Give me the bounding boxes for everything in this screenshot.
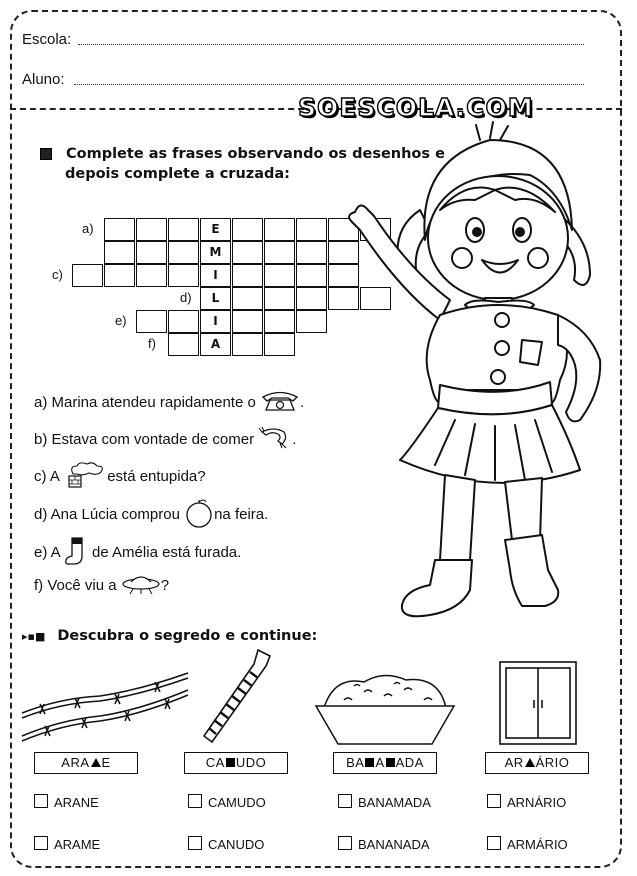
crossword-cell[interactable]	[104, 218, 135, 241]
crossword-cell[interactable]	[232, 310, 263, 333]
sentence-c: c) A está entupida?	[34, 462, 206, 492]
shrimp-icon	[258, 426, 292, 454]
crossword-cell[interactable]	[232, 264, 263, 287]
bullet-square-icon	[40, 148, 52, 160]
crossword-cell[interactable]	[104, 241, 135, 264]
arrow-bullet-icon: ▸▪■	[22, 630, 46, 643]
sentence-e: e) A de Amélia está furada.	[34, 536, 241, 570]
option-arane[interactable]: ARANE	[34, 794, 99, 810]
student-line	[74, 84, 584, 85]
code-box-arame: ARA E	[34, 752, 138, 774]
option-arame[interactable]: ARAME	[34, 836, 100, 852]
code-box-armario: AR ÁRIO	[485, 752, 589, 774]
straw-icon	[200, 648, 280, 746]
girl-illustration	[290, 120, 625, 650]
chimney-icon	[63, 462, 107, 492]
instruction-1-cont: depois complete a cruzada:	[65, 166, 290, 182]
code-box-canudo: CA UDO	[184, 752, 288, 774]
crossword-cell[interactable]	[232, 287, 263, 310]
crossword-cell[interactable]	[136, 241, 167, 264]
student-label: Aluno:	[22, 71, 65, 88]
school-label: Escola:	[22, 31, 72, 48]
square-symbol-icon	[365, 758, 374, 767]
crossword-key-cell: E	[200, 218, 231, 241]
crossword-cell[interactable]	[136, 218, 167, 241]
checkbox[interactable]	[34, 836, 48, 850]
crossword-row-label: f)	[148, 336, 156, 351]
crossword-cell[interactable]	[136, 264, 167, 287]
site-logo: SOESCOLA.COM	[298, 93, 534, 122]
option-camudo[interactable]: CAMUDO	[188, 794, 266, 810]
option-canudo[interactable]: CANUDO	[188, 836, 264, 852]
crossword-cell[interactable]	[104, 264, 135, 287]
crossword-row-label: c)	[52, 267, 63, 282]
school-field[interactable]	[22, 31, 71, 48]
instruction-1: Complete as frases observando os desenhos e	[40, 146, 445, 162]
option-banamada[interactable]: BANAMADA	[338, 794, 431, 810]
checkbox[interactable]	[338, 794, 352, 808]
crossword-key-cell: I	[200, 264, 231, 287]
crossword-key-cell: M	[200, 241, 231, 264]
checkbox[interactable]	[487, 794, 501, 808]
flying-saucer-icon	[121, 572, 161, 600]
triangle-symbol-icon	[525, 758, 535, 767]
crossword-cell[interactable]	[232, 218, 263, 241]
crossword-cell[interactable]	[72, 264, 103, 287]
instruction-2: ▸▪■ Descubra o segredo e continue:	[22, 628, 318, 644]
checkbox[interactable]	[188, 794, 202, 808]
checkbox[interactable]	[487, 836, 501, 850]
code-box-bananada: BA A ADA	[333, 752, 437, 774]
sock-icon	[64, 536, 92, 570]
crossword-row-label: a)	[82, 221, 94, 236]
checkbox[interactable]	[34, 794, 48, 808]
crossword-cell[interactable]	[168, 264, 199, 287]
crossword-cell[interactable]	[136, 310, 167, 333]
crossword-cell[interactable]	[232, 241, 263, 264]
checkbox[interactable]	[338, 836, 352, 850]
barbed-wire-icon	[20, 668, 190, 748]
crossword-key-cell: A	[200, 333, 231, 356]
school-line	[78, 44, 584, 45]
sentence-b: b) Estava com vontade de comer .	[34, 426, 296, 454]
sentence-a: a) Marina atendeu rapidamente o .	[34, 390, 304, 416]
orange-icon	[184, 498, 214, 532]
crossword-key-cell: I	[200, 310, 231, 333]
crossword-row-label: e)	[115, 313, 127, 328]
sentence-f: f) Você viu a ?	[34, 572, 169, 600]
triangle-symbol-icon	[91, 758, 101, 767]
option-arnario[interactable]: ARNÁRIO	[487, 794, 566, 810]
crossword-cell[interactable]	[168, 333, 199, 356]
student-field[interactable]	[22, 71, 65, 88]
crossword-cell[interactable]	[168, 241, 199, 264]
crossword-cell[interactable]	[168, 310, 199, 333]
crossword-row-label: d)	[180, 290, 192, 305]
option-bananada[interactable]: BANANADA	[338, 836, 430, 852]
wardrobe-icon	[496, 660, 580, 746]
square-symbol-icon	[386, 758, 395, 767]
sentence-d: d) Ana Lúcia comprou na feira.	[34, 498, 268, 532]
crossword-cell[interactable]	[168, 218, 199, 241]
crossword-cell[interactable]	[232, 333, 263, 356]
rice-bowl-icon	[314, 670, 456, 748]
crossword-key-cell: L	[200, 287, 231, 310]
square-symbol-icon	[226, 758, 235, 767]
option-armario[interactable]: ARMÁRIO	[487, 836, 568, 852]
checkbox[interactable]	[188, 836, 202, 850]
